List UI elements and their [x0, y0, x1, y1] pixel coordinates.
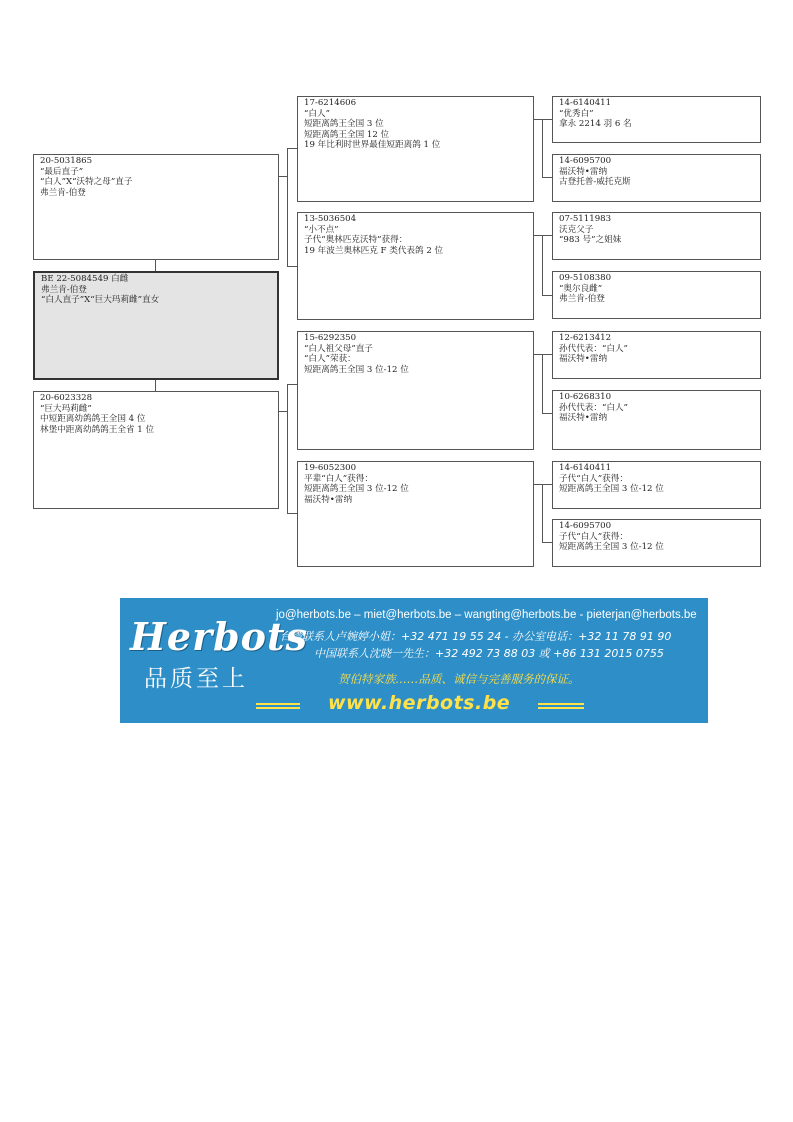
connector-line: [542, 542, 552, 543]
banner-contact-china: 中国联系人沈晓一先生：+32 492 73 88 03 或 +86 131 2015 0755: [314, 647, 664, 660]
connector-line: [278, 411, 287, 412]
pedigree-gen4-box: [552, 271, 761, 319]
decorative-rule: [256, 703, 300, 705]
gen4-line: 沃克父子: [559, 224, 594, 235]
website-link[interactable]: www.herbots.be: [328, 692, 511, 714]
connector-line: [287, 384, 297, 385]
gen4-line: 子代“白人”获得：: [559, 473, 628, 484]
gen4-line: 07-5111983: [559, 214, 612, 224]
gen4-line: 14-6140411: [559, 98, 612, 108]
connector-line: [542, 354, 543, 414]
gen3-line: 短距离鸽王全国 3 位-12 位: [304, 484, 409, 495]
connector-line: [542, 177, 552, 178]
sire-line: “白人”X“沃特之母”直子: [40, 177, 133, 188]
connector-line: [542, 119, 543, 178]
pedigree-gen3-box: [297, 331, 534, 450]
connector-line: [533, 354, 542, 355]
gen3-line: 15-6292350: [304, 333, 357, 343]
pedigree-subject-box: [33, 271, 279, 380]
gen4-line: 10-6268310: [559, 392, 612, 402]
connector-line: [287, 266, 297, 267]
gen3-line: 17-6214606: [304, 98, 357, 108]
gen3-line: 短距离鸽王全国 12 位: [304, 129, 390, 140]
connector-line: [542, 413, 552, 414]
connector-line: [542, 295, 552, 296]
dam-line: 中短距离幼鸽鸽王全国 4 位: [40, 414, 146, 425]
gen4-line: 孙代代表：“白人”: [559, 343, 628, 354]
connector-line: [533, 484, 542, 485]
subject-line: “白人直子”X“巨大玛莉雌”直女: [41, 295, 160, 306]
connector-line: [542, 235, 543, 296]
connector-line: [155, 379, 156, 391]
banner-slogan: 品质至上: [144, 666, 248, 692]
gen3-line: 福沃特•雷纳: [304, 494, 353, 505]
subject-line: BE 22-5084549 白雌: [41, 274, 129, 284]
dam-line: 林堡中距离幼鸽鸽王全省 1 位: [40, 424, 155, 435]
gen4-line: 孙代代表：“白人”: [559, 402, 628, 413]
gen4-line: 福沃特•雷纳: [559, 166, 608, 177]
gen4-line: “奥尔良雌”: [559, 283, 603, 294]
gen3-line: 13-5036504: [304, 214, 357, 224]
gen4-line: “983 号”之姐妹: [559, 235, 622, 246]
gen3-line: 子代“奥林匹克沃特”获得：: [304, 235, 408, 246]
pedigree-gen4-box: [552, 331, 761, 379]
gen3-line: “白人”: [304, 108, 330, 119]
sire-line: 弗兰肯-伯登: [40, 187, 86, 198]
gen3-line: 短距离鸽王全国 3 位: [304, 119, 384, 130]
gen3-line: 19-6052300: [304, 463, 357, 473]
gen4-line: 短距离鸽王全国 3 位-12 位: [559, 542, 664, 553]
pedigree-gen4-box: [552, 519, 761, 567]
gen4-line: 短距离鸽王全国 3 位-12 位: [559, 484, 664, 495]
herbots-banner: [120, 598, 708, 723]
herbots-logo: Herbots: [130, 614, 308, 659]
pedigree-gen3-box: [297, 461, 534, 567]
connector-line: [287, 384, 288, 514]
connector-line: [287, 148, 288, 267]
connector-line: [287, 513, 297, 514]
connector-line: [542, 354, 552, 355]
gen4-line: 14-6095700: [559, 156, 612, 166]
connector-line: [542, 484, 543, 543]
gen4-line: 14-6140411: [559, 463, 612, 473]
subject-line: 弗兰肯-伯登: [41, 284, 87, 295]
gen4-line: 09-5108380: [559, 273, 612, 283]
pedigree-gen4-box: [552, 154, 761, 202]
pedigree-gen3-box: [297, 212, 534, 320]
pedigree-gen4-box: [552, 96, 761, 143]
pedigree-gen4-box: [552, 390, 761, 450]
banner-emails[interactable]: jo@herbots.be – miet@herbots.be – wangting@herbots.be - pieterjan@herbots.be: [276, 609, 697, 621]
gen4-line: 弗兰肯-伯登: [559, 294, 605, 305]
gen3-line: “白人祖父母”直子: [304, 343, 373, 354]
gen4-line: 12-6213412: [559, 333, 612, 343]
gen3-line: “小不点”: [304, 224, 339, 235]
connector-line: [287, 148, 297, 149]
connector-line: [542, 119, 552, 120]
gen4-line: 14-6095700: [559, 521, 612, 531]
pedigree-gen4-box: [552, 461, 761, 509]
connector-line: [542, 484, 552, 485]
gen4-line: 福沃特•雷纳: [559, 413, 608, 424]
dam-line: “巨大玛莉雌”: [40, 403, 92, 414]
sire-line: 20-5031865: [40, 156, 93, 166]
connector-line: [278, 176, 287, 177]
pedigree-sire-box: [33, 154, 279, 260]
banner-tagline: 贺伯特家族……品质、诚信与完善服务的保证。: [338, 672, 580, 686]
connector-line: [533, 119, 542, 120]
gen4-line: “优秀白”: [559, 108, 594, 119]
dam-line: 20-6023328: [40, 393, 93, 403]
banner-contact-taiwan: 台湾联系人卢婉婷小姐：+32 471 19 55 24 - 办公室电话：+32 11 78 91 90: [280, 630, 672, 643]
gen4-line: 福沃特•雷纳: [559, 354, 608, 365]
connector-line: [533, 235, 542, 236]
pedigree-gen3-box: [297, 96, 534, 202]
gen4-line: 拿永 2214 羽 6 名: [559, 119, 632, 130]
gen4-line: 古登托普-威托克斯: [559, 177, 631, 188]
gen4-line: 子代“白人”获得：: [559, 531, 628, 542]
gen3-line: 19 年波兰奥林匹克 F 类代表鸽 2 位: [304, 245, 444, 256]
connector-line: [542, 235, 552, 236]
gen3-line: 19 年比利时世界最佳短距离鸽 1 位: [304, 140, 441, 151]
gen3-line: 短距离鸽王全国 3 位-12 位: [304, 364, 409, 375]
gen3-line: “白人”荣获：: [304, 354, 356, 365]
gen3-line: 平辈“白人”获得：: [304, 473, 373, 484]
pedigree-gen4-box: [552, 212, 761, 260]
sire-line: “最后直子”: [40, 166, 84, 177]
pedigree-dam-box: [33, 391, 279, 509]
decorative-rule: [538, 703, 584, 705]
